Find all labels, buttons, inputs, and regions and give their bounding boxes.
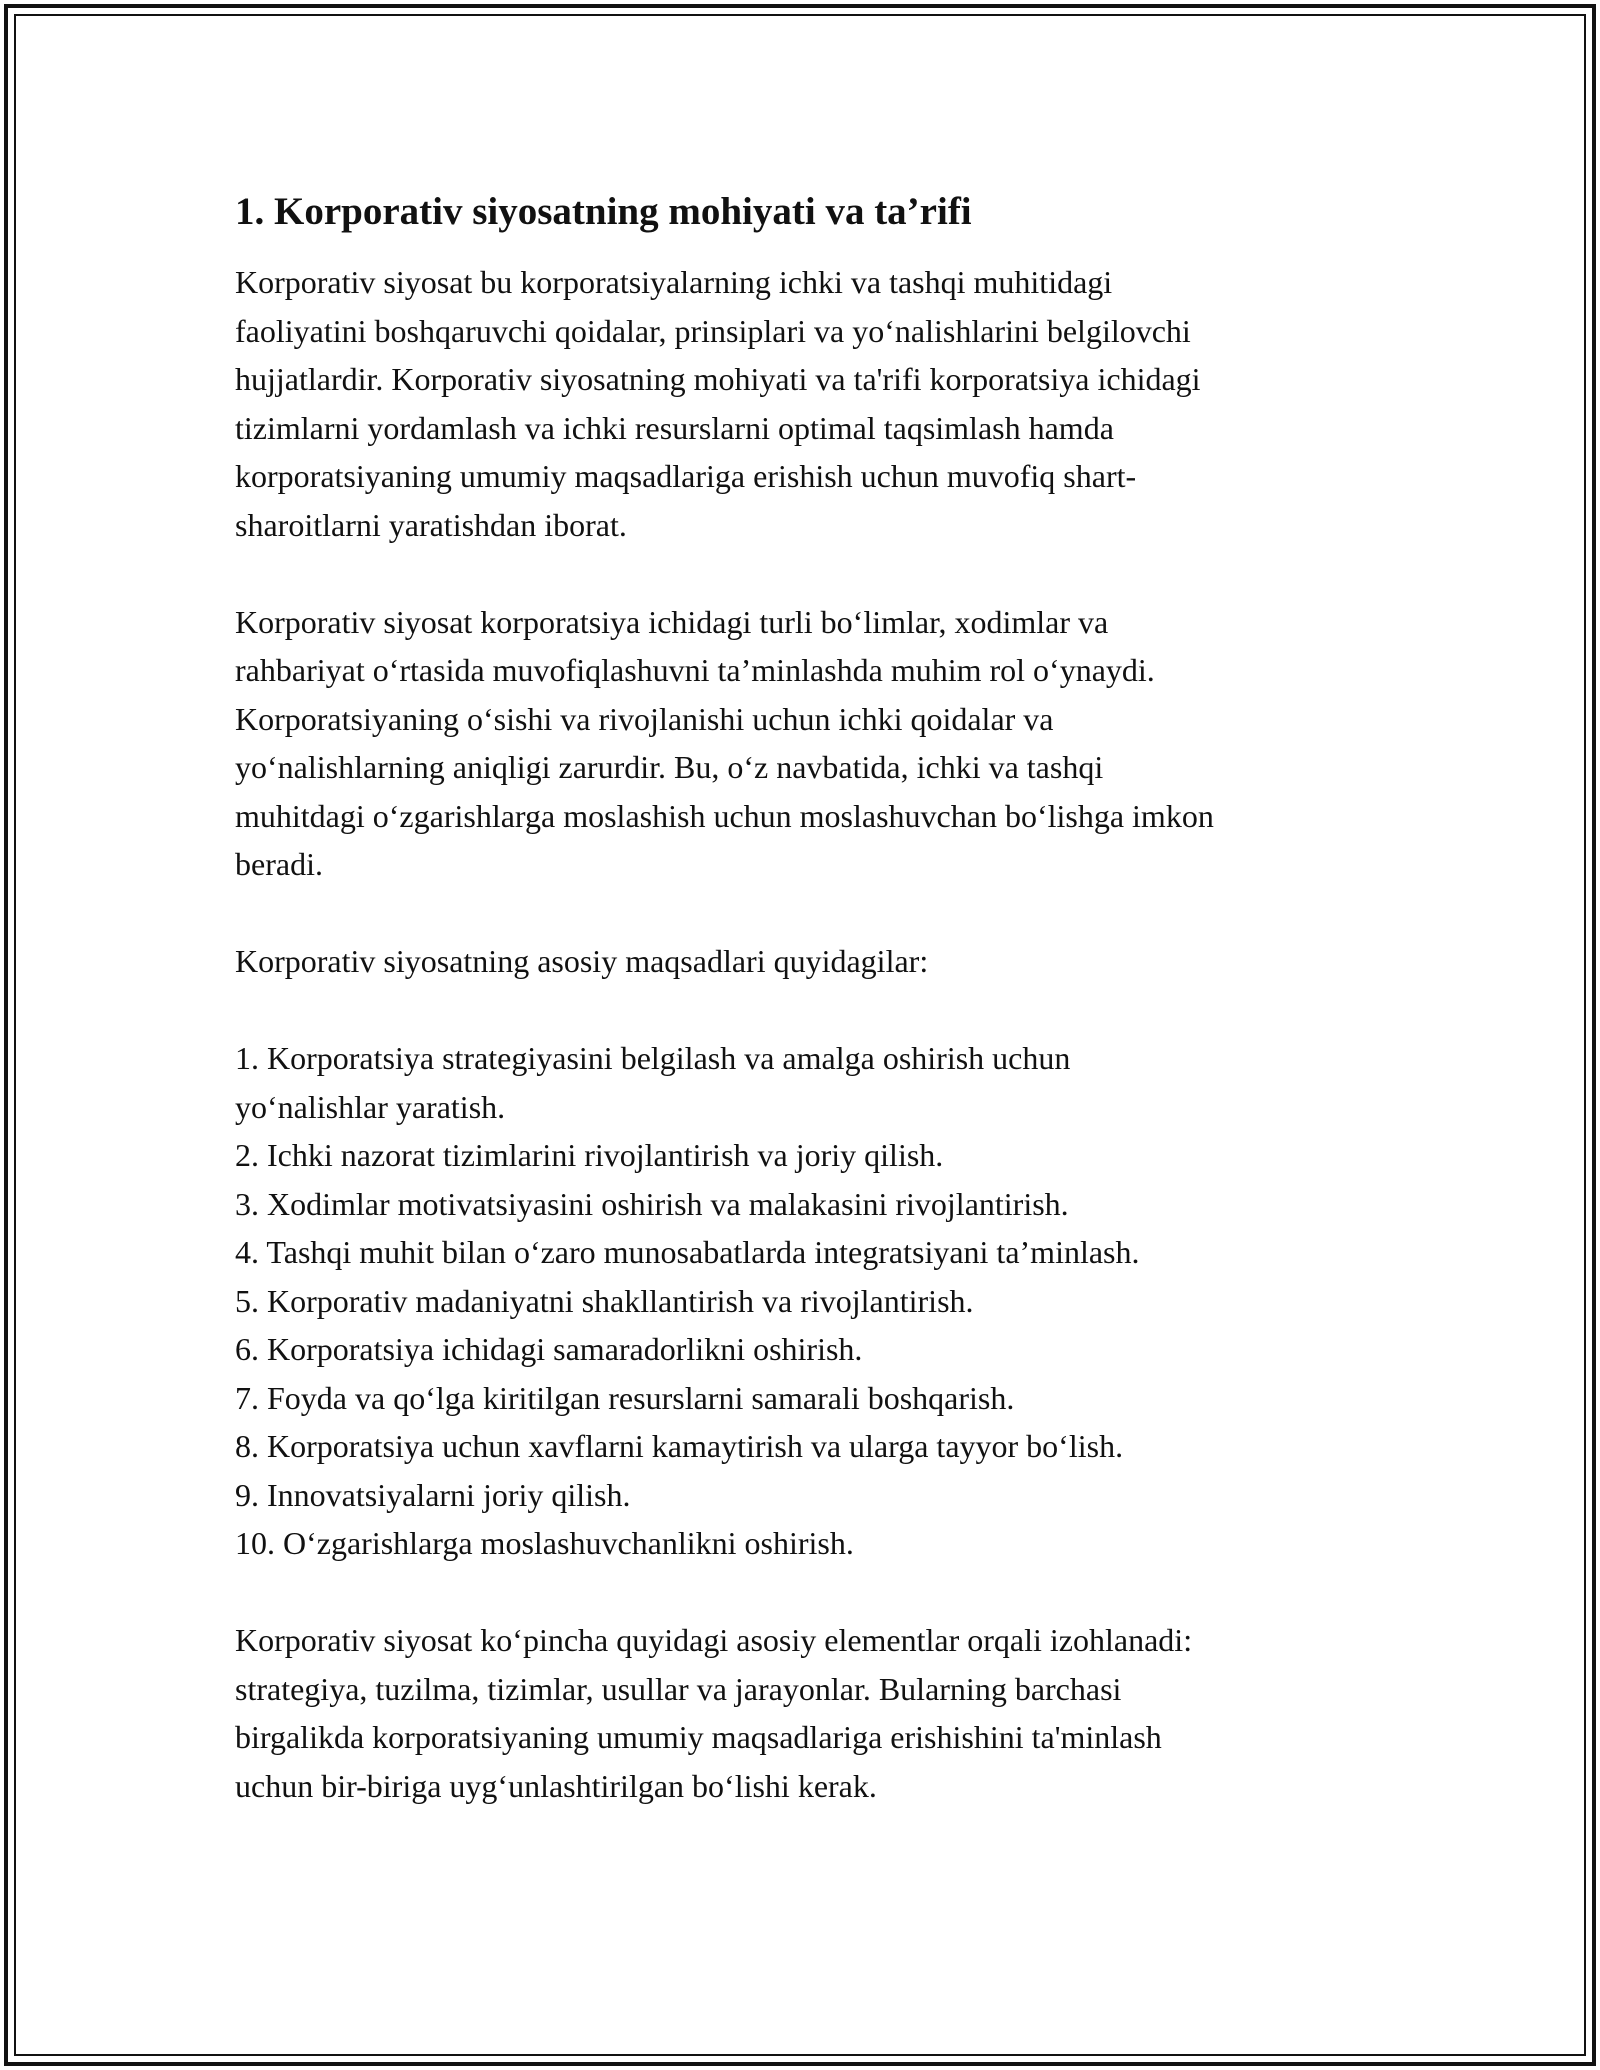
list-item: 5. Korporativ madaniyatni shakllantirish va rivojlantirish. <box>235 1282 974 1319</box>
paragraph-goals-intro: Korporativ siyosatning asosiy maqsadlari quyidagilar: <box>235 943 929 979</box>
list-item: 2. Ichki nazorat tizimlarini rivojlantirish va joriy qilish. <box>235 1137 944 1173</box>
goals-list <box>235 1034 1385 1568</box>
paragraph-spacer <box>235 986 1385 1035</box>
paragraph-spacer <box>235 1568 1385 1617</box>
list-item: 4. Tashqi muhit bilan o‘zaro munosabatlarda integratsiyani ta’minlash. <box>235 1234 1140 1270</box>
list-item: 10. O‘zgarishlarga moslashuvchanlikni oshirish. <box>235 1525 854 1561</box>
list-item: 1. Korporatsiya strategiyasini belgilash va amalga oshirish uchun yo‘nalishlar yaratish. <box>235 1040 1071 1125</box>
paragraph-elements: Korporativ siyosat ko‘pincha quyidagi asosiy elementlar orqali izohlanadi: strategiya, tuzilma, tizimlar, usullar va jarayonlar. Bularning barchasi birgalikda korporatsiyaning umumiy maqsadlariga erishishini ta'minlash uchun bir-biriga uyg‘unlashtirilgan bo‘lishi kerak. <box>235 1622 1193 1804</box>
list-item: 3. Xodimlar motivatsiyasini oshirish va malakasini rivojlantirish. <box>235 1185 1069 1222</box>
paragraph-definition: Korporativ siyosat bu korporatsiyalarning ichki va tashqi muhitidagi faoliyatini boshqaruvchi qoidalar, prinsiplari va yo‘nalishlarini belgilovchi hujjatlardir. Korporativ siyosatning mohiyati va ta'rifi korporatsiya ichidagi tizimlarni yordamlash va ichki resurslarni optimal taqsimlash hamda korporatsiyaning umumiy maqsadlariga erishish uchun muvofiq shart- sharoitlarni yaratishdan iborat. <box>235 264 1201 543</box>
paragraph-spacer <box>235 549 1385 598</box>
list-item: 6. Korporatsiya ichidagi samaradorlikni oshirish. <box>235 1331 863 1367</box>
document-title: 1. Korporativ siyosatning mohiyati va ta’rifi <box>235 190 972 233</box>
list-item: 9. Innovatsiyalarni joriy qilish. <box>235 1476 631 1513</box>
document-body <box>235 182 1385 1810</box>
list-item: 8. Korporatsiya uchun xavflarni kamaytirish va ularga tayyor bo‘lish. <box>235 1428 1124 1464</box>
paragraph-role: Korporativ siyosat korporatsiya ichidagi turli bo‘limlar, xodimlar va rahbariyat o‘rtasida muvofiqlashuvni ta’minlashda muhim rol o‘ynaydi. Korporatsiyaning o‘sishi va rivojlanishi uchun ichki qoidalar va yo‘nalishlarning aniqligi zarurdir. Bu, o‘z navbatida, ichki va tashqi muhitdagi o‘zgarishlarga moslashish uchun moslashuvchan bo‘lishga imkon beradi. <box>235 603 1214 882</box>
list-item: 7. Foyda va qo‘lga kiritilgan resurslarni samarali boshqarish. <box>235 1379 1015 1416</box>
paragraph-spacer <box>235 889 1385 938</box>
